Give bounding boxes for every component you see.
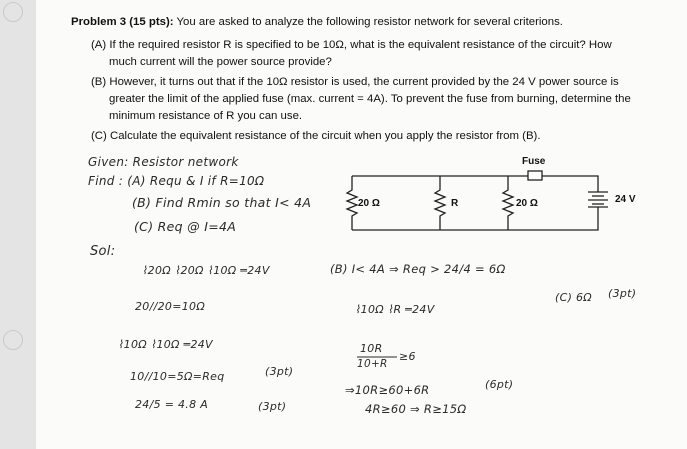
solution-label: Sol: bbox=[90, 244, 116, 259]
part-a-line2: much current will the power source provide? bbox=[109, 56, 332, 68]
fuse-label: Fuse bbox=[522, 156, 546, 167]
resistor-20-right bbox=[503, 176, 513, 230]
find-b-note: (B) Find Rmin so that I< 4A bbox=[132, 195, 312, 210]
part-c-line1: (C) Calculate the equivalent resistance of the circuit when you apply the resistor from (B). bbox=[91, 130, 541, 142]
resistor-right-label: 20 Ω bbox=[516, 198, 538, 209]
fraction-denominator: 10+R bbox=[357, 358, 388, 370]
sub-circuit-sketch: ⌇10Ω ⌇R ═24V bbox=[355, 303, 435, 316]
find-a-note: Find : (A) Requ & I if R=10Ω bbox=[88, 174, 265, 188]
find-c-note: (C) Req @ I=4A bbox=[134, 219, 237, 234]
fuse-symbol bbox=[528, 171, 542, 180]
inequality-1: ⇒10R≥60+6R bbox=[345, 383, 430, 397]
given-note: Given: Resistor network bbox=[88, 155, 239, 169]
current-calc: 24/5 = 4.8 A bbox=[135, 398, 209, 411]
solution-circuit-sketch: ⌇20Ω ⌇20Ω ⌇10Ω ═24V bbox=[142, 264, 270, 277]
req-points: (3pt) bbox=[265, 365, 294, 378]
fraction-numerator: 10R bbox=[360, 342, 383, 355]
part-c-answer: (C) 6Ω bbox=[555, 291, 592, 304]
fraction-rhs: ≥6 bbox=[399, 350, 416, 363]
resistor-left-label: 20 Ω bbox=[358, 198, 380, 209]
resistor-r-label: R bbox=[451, 198, 459, 209]
mid-circuit-sketch: ⌇10Ω ⌇10Ω ═24V bbox=[118, 338, 213, 351]
resistor-r bbox=[435, 176, 445, 230]
part-b-line1: (B) However, it turns out that if the 10Ω resistor is used, the current provided by the 24 V power source is bbox=[91, 76, 619, 88]
inequality-2: 4R≥60 ⇒ R≥15Ω bbox=[365, 402, 467, 416]
part-b-line3: minimum resistance of R you can use. bbox=[109, 110, 303, 122]
inequality-1-points: (6pt) bbox=[485, 378, 514, 391]
part-b-answer: (B) I< 4A ⇒ Req > 24/4 = 6Ω bbox=[330, 262, 506, 276]
current-points: (3pt) bbox=[258, 400, 287, 413]
part-a-line1: (A) If the required resistor R is specified to be 10Ω, what is the equivalent resistance of the circuit? How bbox=[91, 39, 612, 51]
equivalent-resistance: 10//10=5Ω=Req bbox=[130, 370, 225, 383]
source-label: 24 V bbox=[615, 194, 636, 205]
part-c-points: (3pt) bbox=[608, 287, 637, 300]
part-b-line2: greater the limit of the applied fuse (max. current = 4A). To prevent the fuse from burning, determine the bbox=[109, 93, 631, 105]
resistor-20-left bbox=[347, 176, 357, 230]
problem-header: Problem 3 (15 pts): You are asked to analyze the following resistor network for several criterions. bbox=[71, 16, 563, 28]
parallel-calc-1: 20//20=10Ω bbox=[135, 300, 206, 313]
